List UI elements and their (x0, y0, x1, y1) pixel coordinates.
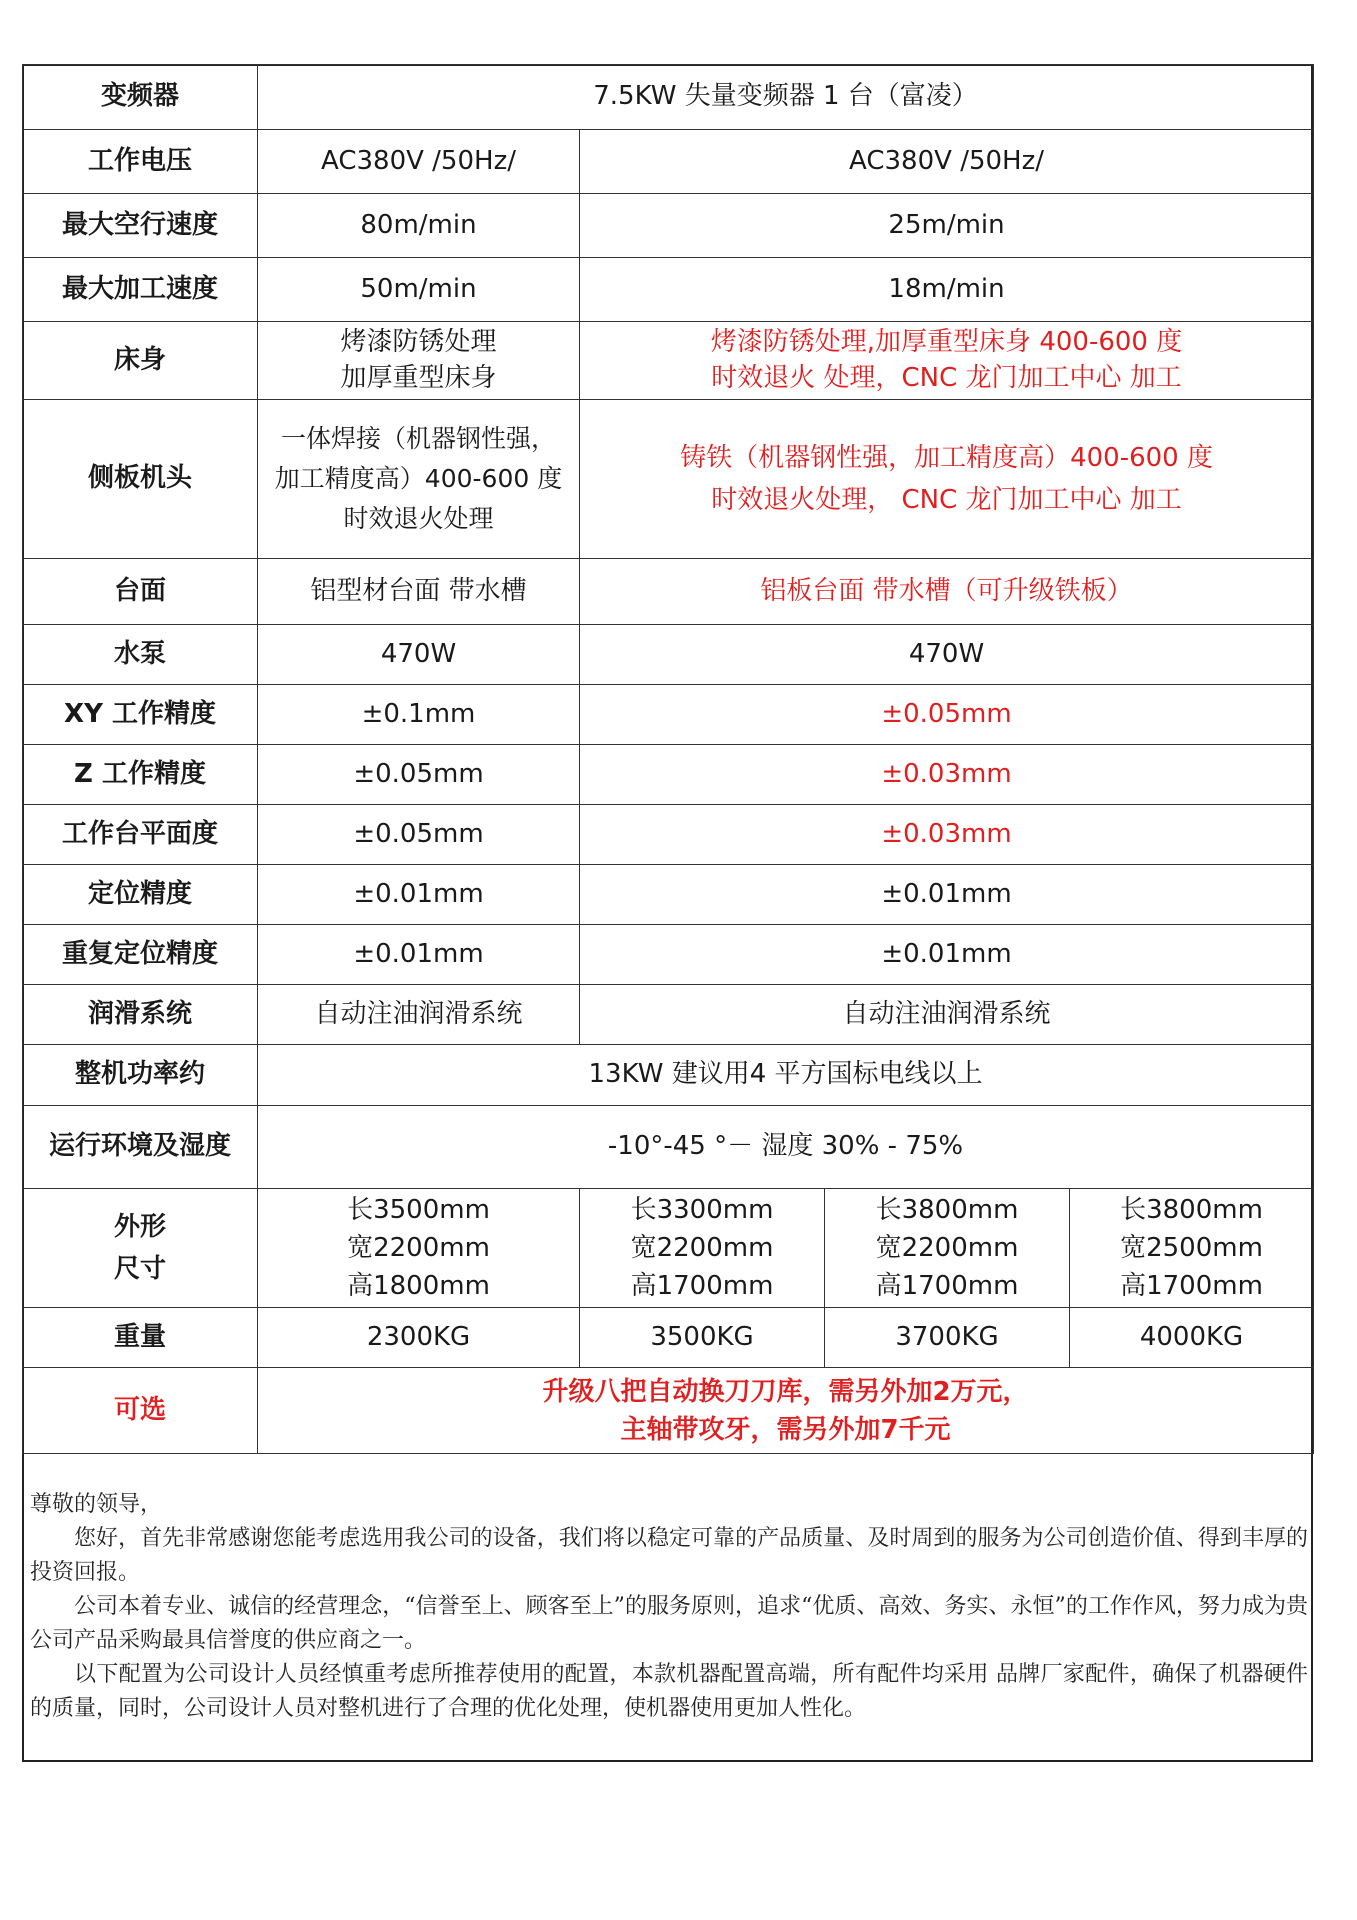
value-z-precision-a: ±0.05mm (258, 745, 580, 805)
side-head-b-line2: 时效退火处理， CNC 龙门加工中心 加工 (711, 485, 1182, 515)
value-max-idle-speed-a: 80m/min (258, 194, 580, 258)
value-side-head-b (580, 400, 1314, 559)
dim-length: 长3800mm (875, 1195, 1019, 1225)
label-inverter: 变频器 (23, 65, 258, 130)
row-optional (23, 1368, 1314, 1454)
value-pump-b: 470W (580, 625, 1314, 685)
dimensions-col-4 (1070, 1189, 1314, 1308)
label-side-head: 侧板机头 (23, 400, 258, 559)
label-z-precision: Z 工作精度 (23, 745, 258, 805)
row-lubrication (23, 985, 1314, 1045)
label-optional: 可选 (23, 1368, 258, 1454)
row-weight (23, 1308, 1314, 1368)
label-pump: 水泵 (23, 625, 258, 685)
row-repeat-positioning (23, 925, 1314, 985)
row-voltage (23, 130, 1314, 194)
row-pump (23, 625, 1314, 685)
row-inverter (23, 65, 1314, 130)
row-power (23, 1045, 1314, 1106)
dim-length: 长3500mm (347, 1195, 490, 1225)
weight-col-4: 4000KG (1070, 1308, 1314, 1368)
dim-width: 宽2200mm (875, 1233, 1019, 1263)
row-bed (23, 322, 1314, 400)
side-head-a-line2: 加工精度高）400-600 度 (274, 464, 563, 493)
side-head-a-line3: 时效退火处理 (343, 504, 494, 533)
spec-table (22, 64, 1314, 1454)
dim-height: 高1700mm (1120, 1271, 1263, 1301)
label-table-top: 台面 (23, 559, 258, 625)
value-flatness-b: ±0.03mm (580, 805, 1314, 865)
dim-width: 宽2500mm (1120, 1233, 1263, 1263)
value-lubrication-a: 自动注油润滑系统 (258, 985, 580, 1045)
label-power: 整机功率约 (23, 1045, 258, 1106)
value-bed-b (580, 322, 1314, 400)
row-environment (23, 1106, 1314, 1189)
dimensions-col-1 (258, 1189, 580, 1308)
label-max-proc-speed: 最大加工速度 (23, 258, 258, 322)
value-side-head-a (258, 400, 580, 559)
value-repeat-positioning-b: ±0.01mm (580, 925, 1314, 985)
label-environment: 运行环境及湿度 (23, 1106, 258, 1189)
label-positioning: 定位精度 (23, 865, 258, 925)
value-lubrication-b: 自动注油润滑系统 (580, 985, 1314, 1045)
row-max-idle-speed (23, 194, 1314, 258)
dim-height: 高1800mm (347, 1271, 490, 1301)
side-head-a-line1: 一体焊接（机器钢性强， (280, 424, 556, 453)
value-voltage-a: AC380V /50Hz/ (258, 130, 580, 194)
row-dimensions (23, 1189, 1314, 1308)
label-dimensions (23, 1189, 258, 1308)
label-repeat-positioning: 重复定位精度 (23, 925, 258, 985)
value-max-idle-speed-b: 25m/min (580, 194, 1314, 258)
letter-paragraph-2: 公司本着专业、诚信的经营理念，“信誉至上、顾客至上”的服务原则，追求“优质、高效、务实、永恒”的工作作风，努力成为贵公司产品采购最具信誉度的供应商之一。 (30, 1594, 1308, 1653)
value-flatness-a: ±0.05mm (258, 805, 580, 865)
value-power: 13KW 建议用4 平方国标电线以上 (258, 1045, 1314, 1106)
side-head-b-line1: 铸铁（机器钢性强，加工精度高）400-600 度 (680, 443, 1213, 473)
label-lubrication: 润滑系统 (23, 985, 258, 1045)
letter-paragraph-1: 您好，首先非常感谢您能考虑选用我公司的设备，我们将以稳定可靠的产品质量、及时周到的服务为公司创造价值、得到丰厚的投资回报。 (30, 1526, 1308, 1585)
bed-a-line1: 烤漆防锈处理 (340, 327, 497, 358)
dim-length: 长3300mm (630, 1195, 774, 1225)
bed-b-line1: 烤漆防锈处理,加厚重型床身 400-600 度 (710, 327, 1183, 358)
weight-col-2: 3500KG (580, 1308, 825, 1368)
value-xy-precision-b: ±0.05mm (580, 685, 1314, 745)
value-repeat-positioning-a: ±0.01mm (258, 925, 580, 985)
label-max-idle-speed: 最大空行速度 (23, 194, 258, 258)
value-max-proc-speed-b: 18m/min (580, 258, 1314, 322)
label-weight: 重量 (23, 1308, 258, 1368)
label-flatness: 工作台平面度 (23, 805, 258, 865)
dim-width: 宽2200mm (630, 1233, 774, 1263)
weight-col-3: 3700KG (825, 1308, 1070, 1368)
letter-paragraph-3: 以下配置为公司设计人员经慎重考虑所推荐使用的配置，本款机器配置高端，所有配件均采用 品牌厂家配件，确保了机器硬件的质量，同时，公司设计人员对整机进行了合理的优化处理，使机器使用更加人性化。 (30, 1662, 1308, 1721)
value-xy-precision-a: ±0.1mm (258, 685, 580, 745)
label-xy-precision: XY 工作精度 (23, 685, 258, 745)
value-environment: -10°-45 °－ 湿度 30% - 75% (258, 1106, 1314, 1189)
dim-height: 高1700mm (630, 1271, 774, 1301)
row-flatness (23, 805, 1314, 865)
row-side-head (23, 400, 1314, 559)
cover-letter (30, 1488, 1308, 1726)
dimensions-label-line1: 外形 (113, 1212, 166, 1242)
row-table-top (23, 559, 1314, 625)
value-table-top-a: 铝型材台面 带水槽 (258, 559, 580, 625)
weight-col-1: 2300KG (258, 1308, 580, 1368)
value-positioning-a: ±0.01mm (258, 865, 580, 925)
bed-a-line2: 加厚重型床身 (340, 362, 497, 393)
letter-greeting: 尊敬的领导， (30, 1492, 163, 1517)
dimensions-col-2 (580, 1189, 825, 1308)
value-pump-a: 470W (258, 625, 580, 685)
value-table-top-b: 铝板台面 带水槽（可升级铁板） (580, 559, 1314, 625)
bed-b-line2: 时效退火 处理，CNC 龙门加工中心 加工 (711, 362, 1182, 393)
value-max-proc-speed-a: 50m/min (258, 258, 580, 322)
row-positioning (23, 865, 1314, 925)
dim-width: 宽2200mm (347, 1233, 490, 1263)
label-bed: 床身 (23, 322, 258, 400)
value-z-precision-b: ±0.03mm (580, 745, 1314, 805)
value-bed-a (258, 322, 580, 400)
label-voltage: 工作电压 (23, 130, 258, 194)
row-xy-precision (23, 685, 1314, 745)
value-optional (258, 1368, 1314, 1454)
row-z-precision (23, 745, 1314, 805)
value-positioning-b: ±0.01mm (580, 865, 1314, 925)
value-inverter: 7.5KW 失量变频器 1 台（富凌） (258, 65, 1314, 130)
row-max-proc-speed (23, 258, 1314, 322)
dimensions-label-line2: 尺寸 (113, 1254, 166, 1284)
dimensions-col-3 (825, 1189, 1070, 1308)
dim-height: 高1700mm (875, 1271, 1019, 1301)
optional-line1: 升级八把自动换刀刀库，需另外加2万元， (542, 1376, 1029, 1407)
dim-length: 长3800mm (1120, 1195, 1263, 1225)
optional-line2: 主轴带攻牙，需另外加7千元 (620, 1414, 951, 1445)
value-voltage-b: AC380V /50Hz/ (580, 130, 1314, 194)
